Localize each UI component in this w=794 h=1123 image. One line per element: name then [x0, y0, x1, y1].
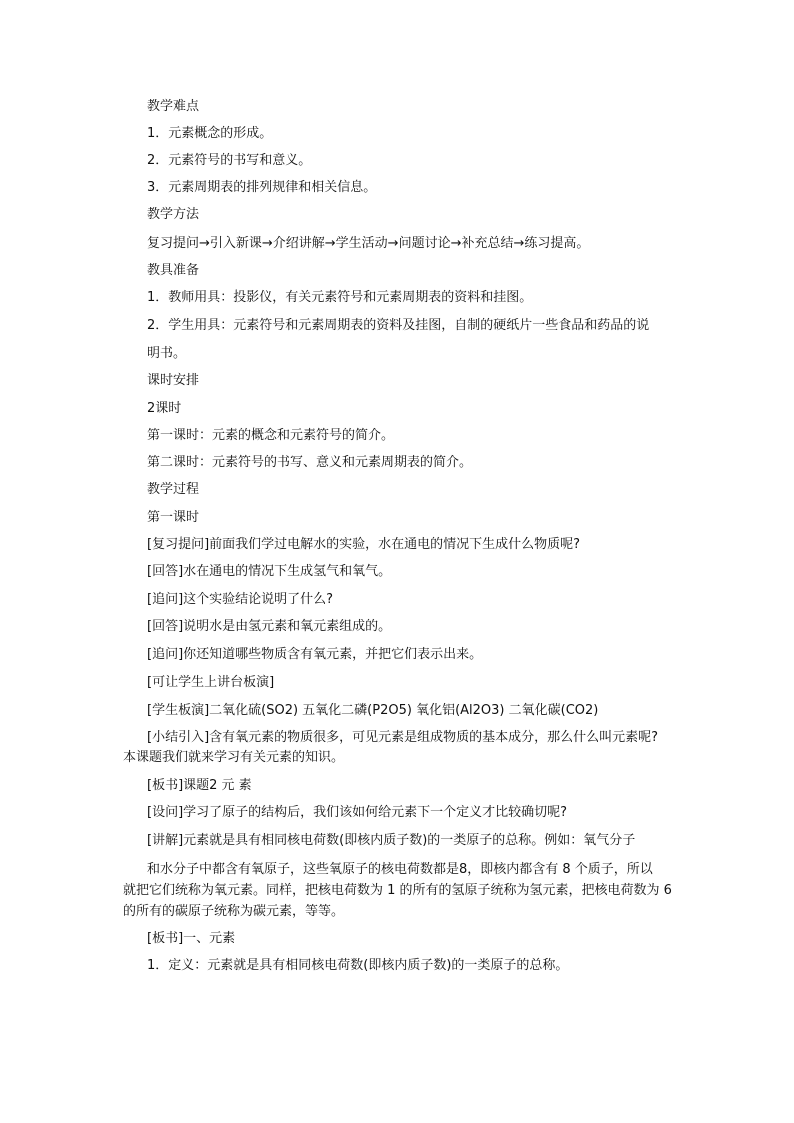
difficulty-item-2: 2．元素符号的书写和意义。 — [147, 153, 312, 168]
aids-item-2: 2．学生用具：元素符号和元素周期表的资料及挂图，自制的硬纸片一些食品和药品的说 — [147, 318, 650, 333]
dialog-board-note: [可让学生上讲台板演] — [147, 675, 275, 690]
difficulty-item-1: 1．元素概念的形成。 — [147, 126, 273, 141]
dialog-question: [设问]学习了原子的结构后，我们该如何给元素下一个定义才比较确切呢? — [147, 805, 568, 820]
heading-teaching-aids: 教具准备 — [147, 263, 200, 278]
definition-element: 1．定义：元素就是具有相同核电荷数(即核内质子数)的一类原子的总称。 — [147, 958, 569, 973]
schedule-lesson-1: 第一课时：元素的概念和元素符号的简介。 — [147, 428, 395, 443]
aids-item-2-continued: 明书。 — [147, 346, 187, 361]
dialog-answer-2: [回答]说明水是由氢元素和氧元素组成的。 — [147, 619, 392, 634]
dialog-student-board: [学生板演]二氧化硫(SO2) 五氧化二磷(P2O5) 氧化铝(Al2O3) 二氧化碳(CO2) — [147, 703, 599, 718]
explanation-line-3: 就把它们统称为氧元素。同样，把核电荷数为 1 的所有的氢原子统称为氢元素，把核电荷数为 6 — [123, 883, 672, 898]
methods-flow: 复习提问→引入新课→介绍讲解→学生活动→问题讨论→补充总结→练习提高。 — [147, 236, 590, 251]
heading-teaching-difficulties: 教学难点 — [147, 99, 200, 114]
aids-item-1: 1．教师用具：投影仪，有关元素符号和元素周期表的资料和挂图。 — [147, 290, 533, 305]
dialog-answer-1: [回答]水在通电的情况下生成氢气和氧气。 — [147, 564, 392, 579]
heading-schedule: 课时安排 — [147, 373, 200, 388]
schedule-lesson-2: 第二课时：元素符号的书写、意义和元素周期表的简介。 — [147, 455, 473, 470]
heading-teaching-methods: 教学方法 — [147, 207, 200, 222]
board-section-element: [板书]一、元素 — [147, 931, 236, 946]
dialog-summary-intro: [小结引入]含有氧元素的物质很多，可见元素是组成物质的基本成分，那么什么叫元素呢? — [147, 730, 659, 745]
lesson-1-title: 第一课时 — [147, 510, 200, 525]
dialog-summary-intro-continued: 本课题我们就来学习有关元素的知识。 — [123, 750, 345, 765]
explanation-line-1: [讲解]元素就是具有相同核电荷数(即核内质子数)的一类原子的总称。例如：氧气分子 — [147, 833, 636, 848]
dialog-review-question: [复习提问]前面我们学过电解水的实验，水在通电的情况下生成什么物质呢? — [147, 537, 581, 552]
schedule-hours: 2课时 — [147, 401, 182, 416]
explanation-line-2: 和水分子中都含有氧原子，这些氧原子的核电荷数都是8，即核内都含有 8 个质子，所以 — [147, 862, 653, 877]
board-lesson-title: [板书]课题2 元 素 — [147, 778, 252, 793]
explanation-line-4: 的所有的碳原子统称为碳元素，等等。 — [123, 904, 345, 919]
dialog-followup-1: [追问]这个实验结论说明了什么? — [147, 592, 334, 607]
heading-teaching-process: 教学过程 — [147, 482, 200, 497]
dialog-followup-2: [追问]你还知道哪些物质含有氧元素，并把它们表示出来。 — [147, 647, 483, 662]
difficulty-item-3: 3．元素周期表的排列规律和相关信息。 — [147, 180, 377, 195]
